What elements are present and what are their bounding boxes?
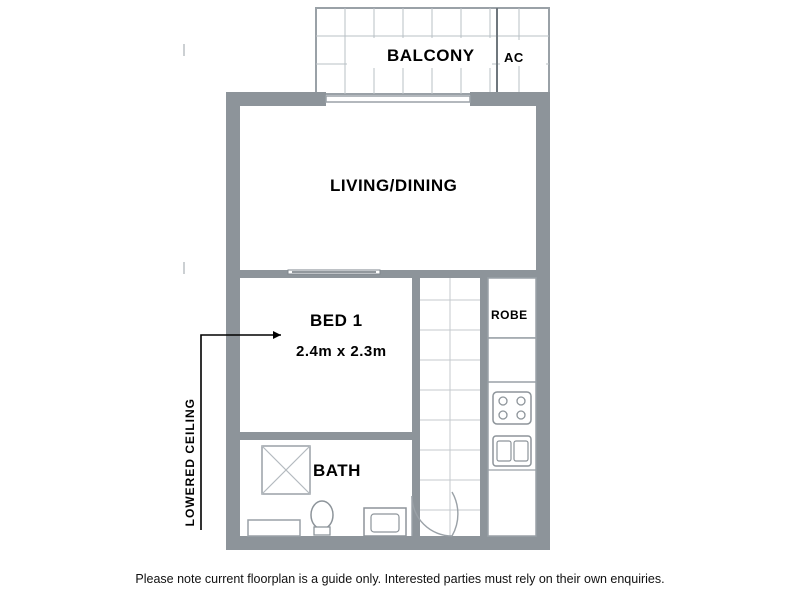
room-dimensions-bed-1: 2.4m x 2.3m [296, 343, 387, 360]
annotation-lowered-ceiling: LOWERED CEILING [183, 398, 197, 527]
hallway-tiles [420, 278, 480, 536]
room-label-bed-1: BED 1 [310, 311, 363, 330]
bathroom-fixtures [248, 446, 452, 536]
room-label-balcony: BALCONY [387, 46, 475, 65]
entry-door [452, 492, 458, 536]
room-label-bath: BATH [313, 461, 361, 480]
lowered-ceiling-annotation [201, 331, 281, 530]
room-label-ac: AC [504, 50, 524, 65]
room-label-living-dining: LIVING/DINING [330, 176, 458, 195]
disclaimer-note: Please note current floorplan is a guide only. Interested parties must rely on their own enquiries. [135, 572, 665, 586]
room-label-robe: ROBE [491, 308, 528, 322]
